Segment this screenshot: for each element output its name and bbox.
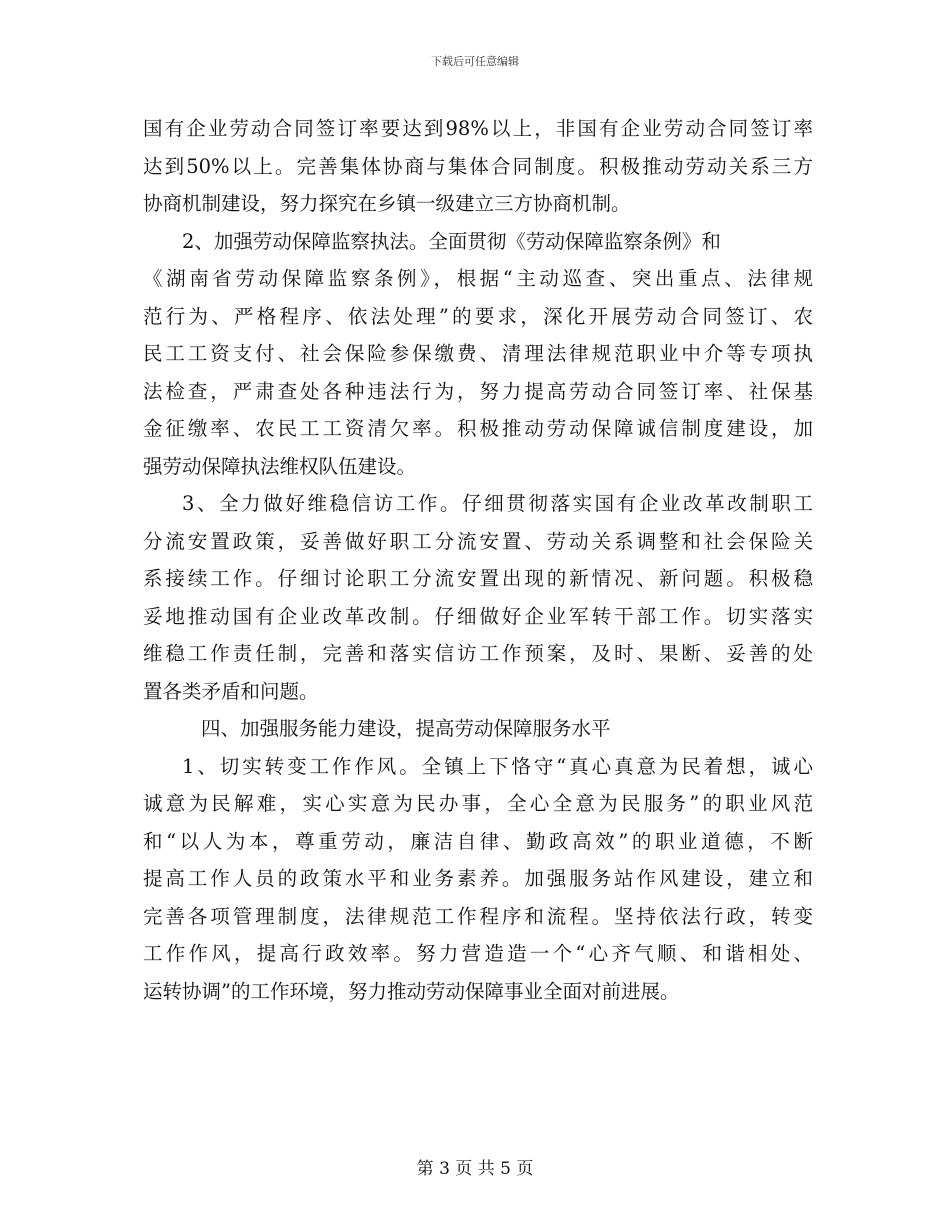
text-line: 和“以人为本，尊重劳动，廉洁自律、勤政高效”的职业道德，不断: [143, 829, 813, 853]
text-line: 范行为、严格程序、依法处理”的要求，深化开展劳动合同签订、农: [143, 304, 813, 328]
text-line: 协商机制建设，努力探究在乡镇一级建立三方协商机制。: [143, 192, 631, 215]
text-line: 民工工资支付、社会保险参保缴费、清理法律规范职业中介等专项执: [143, 342, 813, 365]
text-line: 提高工作人员的政策水平和业务素养。加强服务站作风建设，建立和: [143, 867, 813, 890]
text-line: 国有企业劳动合同签订率要达到98%以上，非国有企业劳动合同签订率: [143, 117, 813, 140]
text-line: 2、加强劳动保障监察执法。全面贯彻《劳动保障监察条例》和: [182, 229, 721, 253]
text-line: 系接续工作。仔细讨论职工分流安置出现的新情况、新问题。积极稳: [143, 567, 813, 590]
text-line: 分流安置政策，妥善做好职工分流安置、劳动关系调整和社会保险关: [143, 529, 813, 553]
page-footer: 第 3 页 共 5 页: [416, 1159, 534, 1179]
text-line: 金征缴率、农民工工资清欠率。积极推动劳动保障诚信制度建设，加: [143, 417, 813, 440]
text-line: 运转协调”的工作环境，努力推动劳动保障事业全面对前进展。: [143, 979, 680, 1003]
text-line: 达到50%以上。完善集体协商与集体合同制度。积极推动劳动关系三方: [143, 154, 813, 178]
text-line: 工作作风，提高行政效率。努力营造造一个“心齐气顺、和谐相处、: [143, 942, 813, 965]
text-line: 强劳动保障执法维权队伍建设。: [143, 454, 417, 478]
text-line: 维稳工作责任制，完善和落实信访工作预案，及时、果断、妥善的处: [143, 642, 813, 665]
text-line: 诚意为民解难，实心实意为民办事，全心全意为民服务”的职业风范: [143, 792, 813, 815]
text-line: 法检查，严肃查处各种违法行为，努力提高劳动合同签订率、社保基: [143, 379, 813, 403]
text-line: 1、切实转变工作作风。全镇上下恪守“真心真意为民着想，诚心: [182, 754, 813, 778]
text-line: 完善各项管理制度，法律规范工作程序和流程。坚持依法行政，转变: [143, 904, 813, 928]
text-line: 四、加强服务能力建设，提高劳动保障服务水平: [201, 717, 611, 740]
text-line: 《湖南省劳动保障监察条例》，根据“主动巡查、突出重点、法律规: [143, 267, 813, 290]
page-header: 下载后可任意编辑: [431, 55, 519, 68]
text-line: 置各类矛盾和问题。: [143, 679, 319, 703]
text-line: 妥地推动国有企业改革改制。仔细做好企业军转干部工作。切实落实: [143, 604, 813, 628]
document-body: [143, 110, 813, 1010]
text-line: 3、全力做好维稳信访工作。仔细贯彻落实国有企业改革改制职工: [182, 492, 813, 515]
